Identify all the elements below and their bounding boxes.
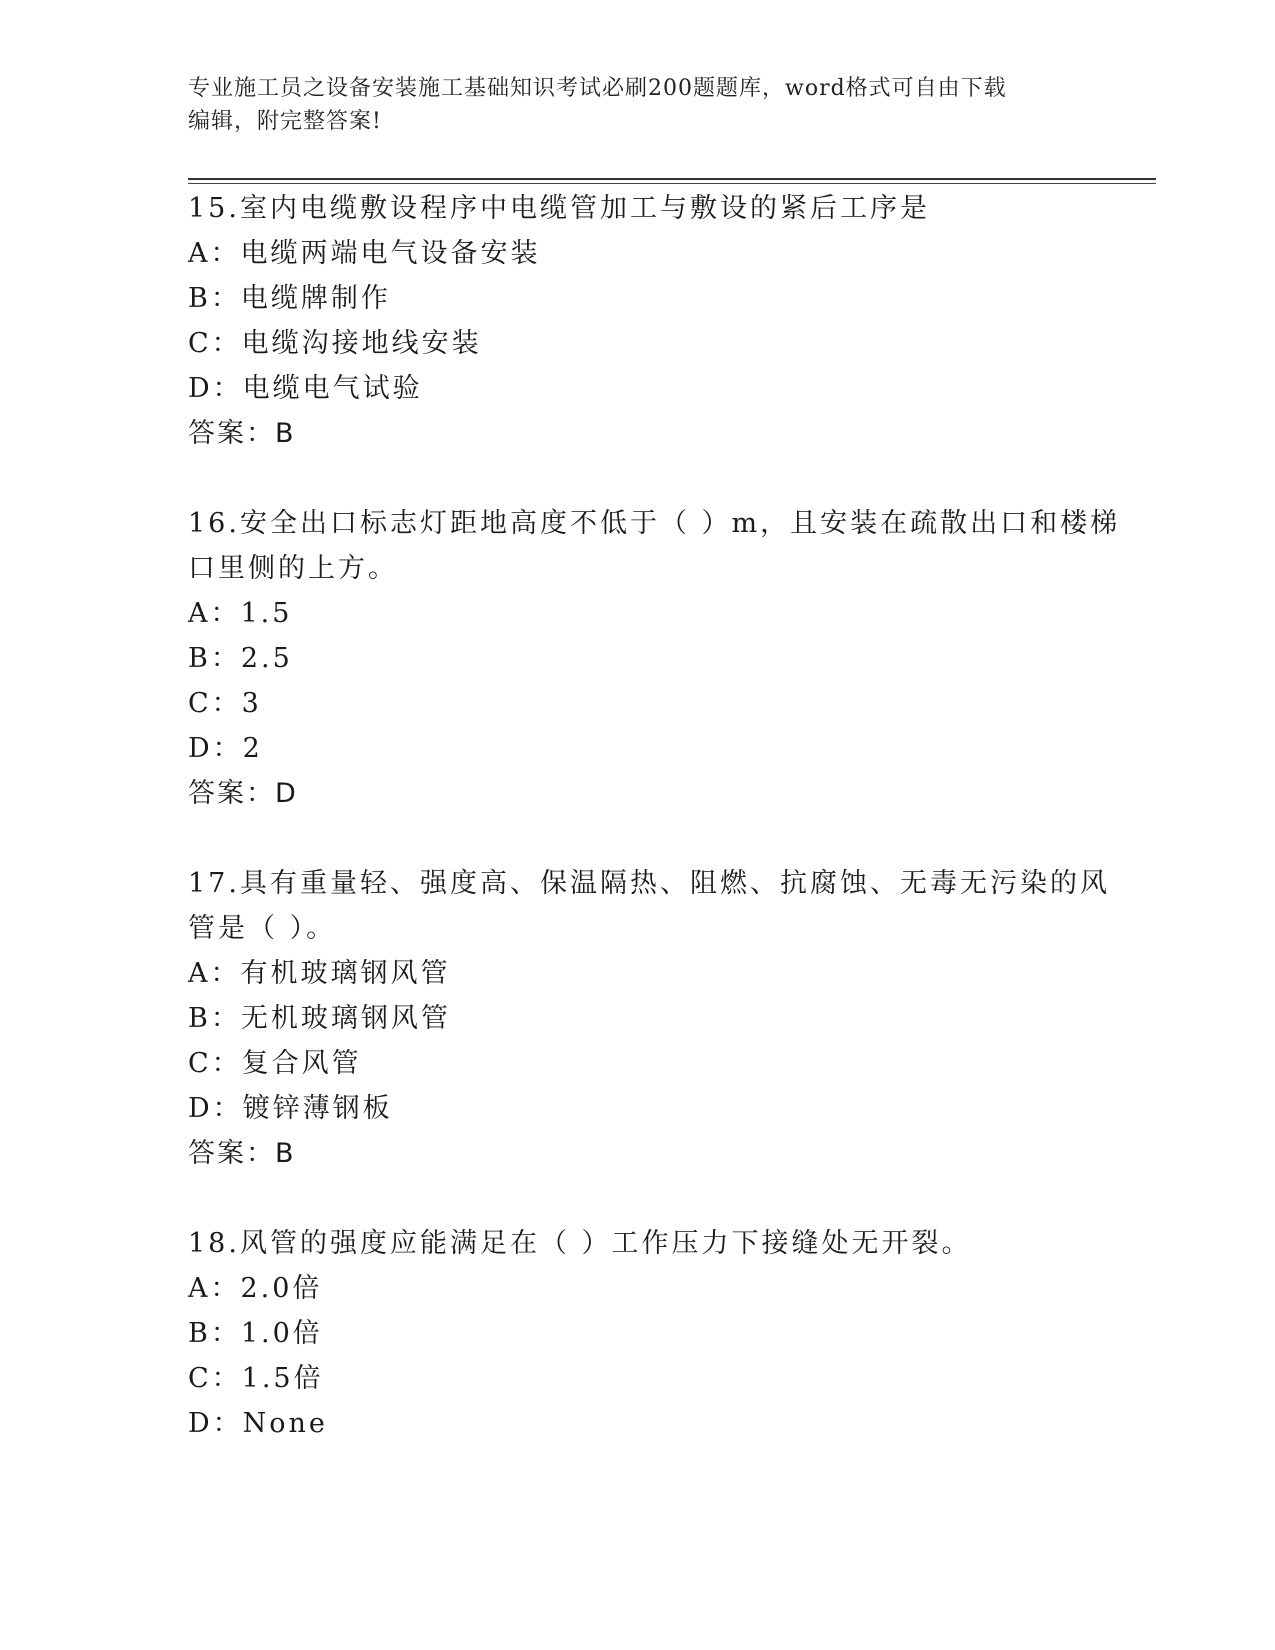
answer-label: 答案：B — [188, 1138, 296, 1169]
answer-label: 答案：D — [188, 778, 298, 809]
option-a: A：1.5 — [188, 598, 293, 629]
header-divider-thick — [188, 178, 1156, 180]
question-stem: 16.安全出口标志灯距地高度不低于（ ）m，且安装在疏散出口和楼梯 — [188, 508, 1121, 539]
option-b: B：2.5 — [188, 643, 293, 674]
option-c: C：复合风管 — [188, 1048, 362, 1079]
question-stem-continued: 口里侧的上方。 — [188, 553, 398, 584]
option-b: B：1.0倍 — [188, 1318, 323, 1349]
header-line-1: 专业施工员之设备安装施工基础知识考试必刷200题题库，word格式可自由下载 — [188, 76, 1007, 101]
question-stem: 17.具有重量轻、强度高、保温隔热、阻燃、抗腐蚀、无毒无污染的风 — [188, 868, 1110, 899]
question-stem: 18.风管的强度应能满足在（ ）工作压力下接缝处无开裂。 — [188, 1228, 972, 1259]
option-b: B：电缆牌制作 — [188, 283, 391, 314]
option-b: B：无机玻璃钢风管 — [188, 1003, 451, 1034]
option-c: C：1.5倍 — [188, 1363, 324, 1394]
option-d: D：None — [188, 1408, 328, 1439]
option-d: D：电缆电气试验 — [188, 373, 423, 404]
header-line-2: 编辑，附完整答案! — [188, 109, 382, 134]
question-stem: 15.室内电缆敷设程序中电缆管加工与敷设的紧后工序是 — [188, 193, 930, 224]
option-c: C：3 — [188, 688, 262, 719]
question-stem-continued: 管是（ ）。 — [188, 913, 337, 944]
answer-label: 答案：B — [188, 418, 296, 449]
option-d: D：2 — [188, 733, 263, 764]
option-c: C：电缆沟接地线安装 — [188, 328, 482, 359]
header-divider-thin — [188, 183, 1156, 184]
option-a: A：有机玻璃钢风管 — [188, 958, 451, 989]
option-a: A：2.0倍 — [188, 1273, 323, 1304]
option-a: A：电缆两端电气设备安装 — [188, 238, 541, 269]
document-header — [188, 72, 1068, 138]
option-d: D：镀锌薄钢板 — [188, 1093, 393, 1124]
